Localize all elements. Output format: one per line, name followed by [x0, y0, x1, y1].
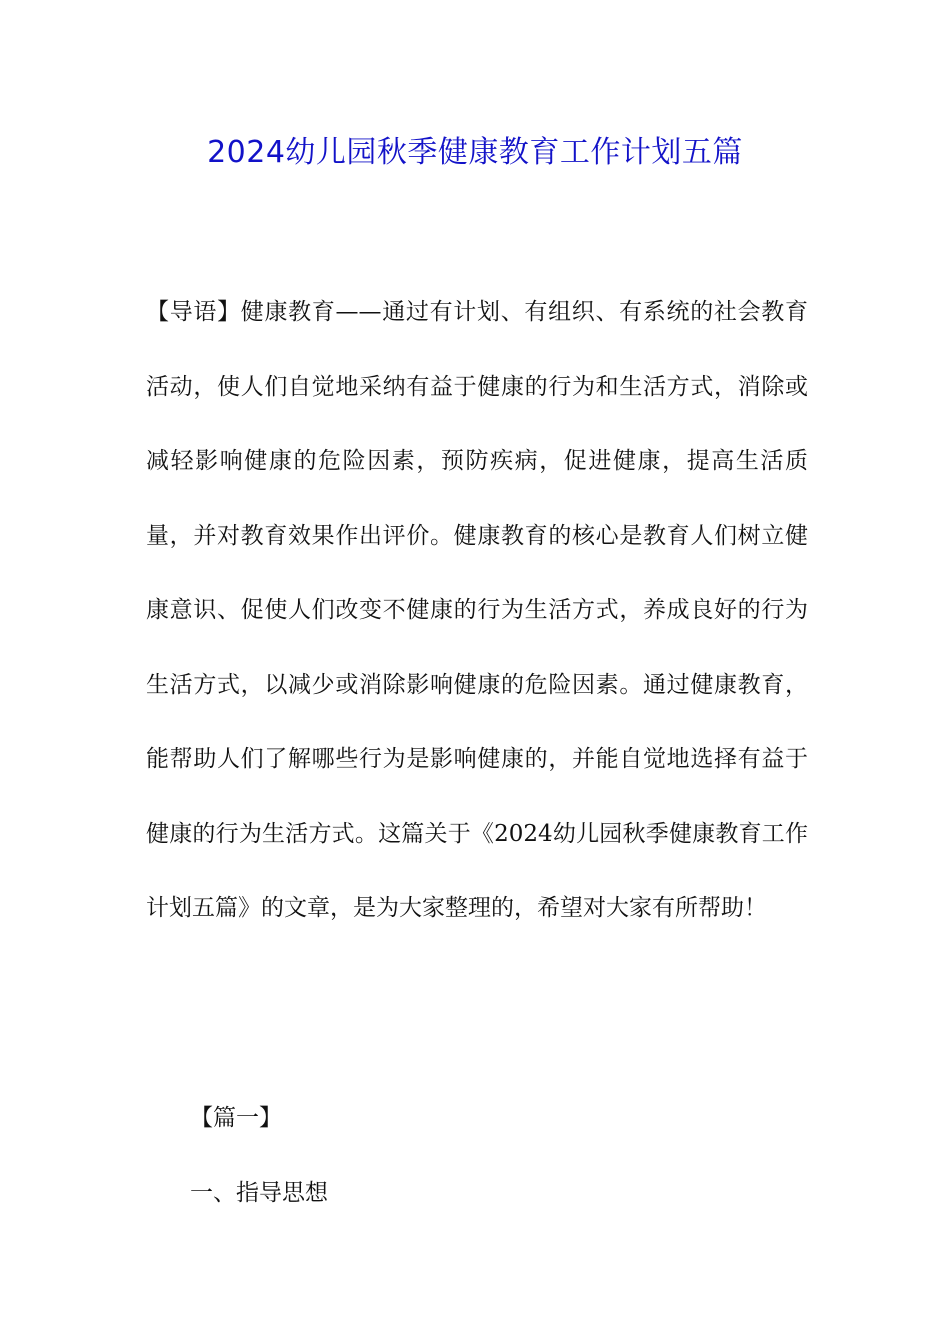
subheading-guiding-ideology: 一、指导思想 — [190, 1180, 328, 1206]
intro-paragraph: 【导语】健康教育——通过有计划、有组织、有系统的社会教育活动，使人们自觉地采纳有益于健康的行为和生活方式，消除或减轻影响健康的危险因素，预防疾病，促进健康，提高生活质量，并对教育效果作出评价。健康教育的核心是教育人们树立健康意识、促使人们改变不健康的行为生活方式，养成良好的行为生活方式，以减少或消除影响健康的危险因素。通过健康教育，能帮助人们了解哪些行为是影响健康的，并能自觉地选择有益于健康的行为生活方式。这篇关于《2024幼儿园秋季健康教育工作计划五篇》的文章，是为大家整理的，希望对大家有所帮助！ — [146, 299, 808, 921]
section-label-part-one: 【篇一】 — [190, 1105, 282, 1131]
document-title: 2024幼儿园秋季健康教育工作计划五篇 — [207, 135, 743, 170]
